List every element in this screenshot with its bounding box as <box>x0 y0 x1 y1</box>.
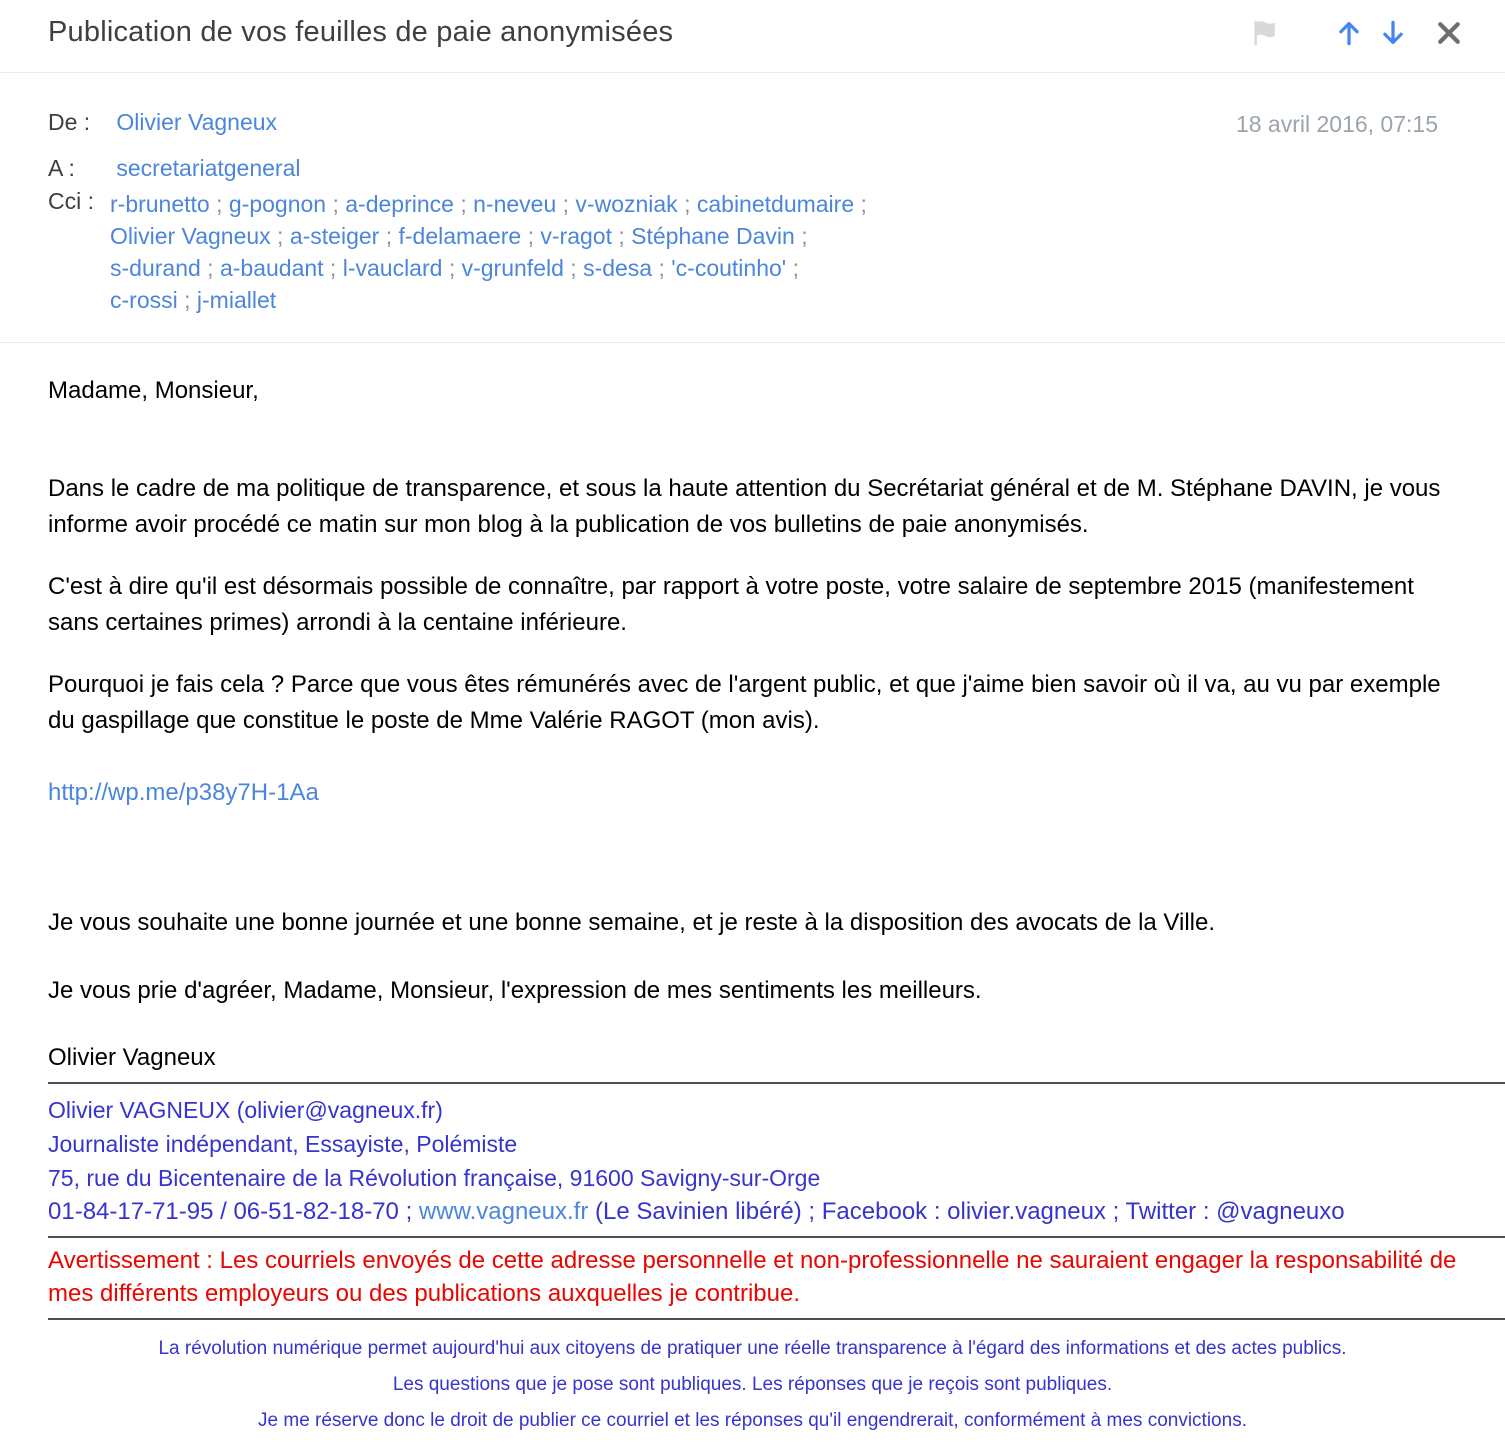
blog-link-line <box>48 775 1457 811</box>
body-paragraphs <box>48 471 1457 739</box>
cc-separator: ; <box>677 191 697 217</box>
cc-recipient-link[interactable]: s-durand <box>110 255 201 281</box>
cc-separator: ; <box>563 255 584 281</box>
cc-recipient-link[interactable]: n-neveu <box>473 191 557 217</box>
from-label: De : <box>48 109 91 135</box>
cc-label: Cci : <box>48 188 94 214</box>
cc-recipient-link[interactable]: a-steiger <box>289 223 380 249</box>
message-body <box>0 343 1505 1076</box>
message-meta <box>0 73 1505 343</box>
cc-recipient-link[interactable]: l-vauclard <box>342 255 443 281</box>
footer-line: La révolution numérique permet aujourd'hui aux citoyens de pratiquer une réelle transparence à l'égard des informations et des actes publics. <box>158 1338 1347 1359</box>
signature-identity: Olivier VAGNEUX (olivier@vagneux.fr) <box>48 1097 443 1123</box>
cc-recipient-link[interactable]: 'c-coutinho' <box>671 255 787 281</box>
cc-recipient-link[interactable]: Olivier Vagneux <box>110 223 271 249</box>
cc-recipient-link[interactable]: a-deprince <box>345 191 454 217</box>
cc-line <box>110 188 867 220</box>
cc-separator: ; <box>794 223 808 249</box>
cc-separator: ; <box>379 223 399 249</box>
cc-line <box>110 220 867 252</box>
footer-line: Je me réserve donc le droit de publier ce courriel et les réponses qu'il engendrerait, conformément à mes convictions. <box>258 1410 1247 1431</box>
signature-contact-line <box>48 1195 1457 1229</box>
cc-recipient-link[interactable]: v-wozniak <box>575 191 678 217</box>
blog-link[interactable]: http://wp.me/p38y7H-1Aa <box>48 779 319 806</box>
cc-separator: ; <box>611 223 632 249</box>
cc-recipient-link[interactable]: s-desa <box>583 255 653 281</box>
cc-separator: ; <box>453 191 474 217</box>
cc-recipient-link[interactable]: a-baudant <box>219 255 324 281</box>
cc-line <box>110 252 867 284</box>
cc-recipient-link[interactable]: v-ragot <box>540 223 612 249</box>
cc-separator: ; <box>652 255 672 281</box>
signature-address: 75, rue du Bicentenaire de la Révolution française, 91600 Savigny-sur-Orge <box>48 1165 821 1191</box>
to-recipient-link[interactable]: secretariatgeneral <box>116 155 301 181</box>
cc-recipient-link[interactable]: Stéphane Davin <box>631 223 795 249</box>
cc-separator: ; <box>442 255 462 281</box>
cc-separator: ; <box>323 255 343 281</box>
warning-text: Avertissement : Les courriels envoyés de cette adresse personnelle et non-professionnelle ne sauraient engager la responsabilité de mes différents employeurs ou des publications auxquelles je contribue. <box>48 1247 1457 1307</box>
cc-recipient-link[interactable]: f-delamaere <box>398 223 522 249</box>
cc-line <box>110 284 867 316</box>
cc-separator: ; <box>200 255 220 281</box>
cc-recipient-link[interactable]: cabinetdumaire <box>696 191 855 217</box>
cc-separator: ; <box>556 191 576 217</box>
from-sender-link[interactable]: Olivier Vagneux <box>116 109 278 135</box>
cc-separator: ; <box>177 287 197 313</box>
greeting: Madame, Monsieur, <box>48 377 259 404</box>
signature-block <box>0 1084 1505 1236</box>
to-label: A : <box>48 155 75 181</box>
email-subject: Publication de vos feuilles de paie anonymisées <box>48 16 674 48</box>
signature-job-title: Journaliste indépendant, Essayiste, Polémiste <box>48 1131 518 1157</box>
closing-paragraph: Je vous souhaite une bonne journée et une bonne semaine, et je reste à la disposition des avocats de la Ville. <box>48 909 1216 936</box>
flag-icon[interactable] <box>1250 18 1280 48</box>
website-link[interactable]: www.vagneux.fr <box>418 1198 589 1225</box>
cc-value <box>110 188 867 316</box>
body-paragraph: Dans le cadre de ma politique de transparence, et sous la haute attention du Secrétariat général et de M. Stéphane DAVIN, je vous informe avoir procédé ce matin sur mon blog à la publication de vos bulletins de paie anonymisés. <box>48 475 1441 538</box>
header-actions <box>1250 18 1464 48</box>
email-header-bar <box>0 0 1505 73</box>
closing-paragraph: Je vous prie d'agréer, Madame, Monsieur, l'expression de mes sentiments les meilleurs. <box>48 977 982 1004</box>
message-date: 18 avril 2016, 07:15 <box>1235 111 1438 137</box>
signoff-name: Olivier Vagneux <box>48 1044 216 1071</box>
signature-phones: 01-84-17-71-95 / 06-51-82-18-70 ; <box>48 1198 419 1225</box>
cc-recipient-link[interactable]: r-brunetto <box>110 191 210 217</box>
cc-separator: ; <box>209 191 229 217</box>
close-icon[interactable] <box>1434 18 1464 48</box>
previous-message-arrow-up-icon[interactable] <box>1334 18 1364 48</box>
cc-separator: ; <box>326 191 346 217</box>
cc-separator: ; <box>786 255 799 281</box>
cc-separator: ; <box>521 223 541 249</box>
footer-statements <box>0 1320 1505 1432</box>
cc-separator: ; <box>270 223 290 249</box>
cc-recipient-link[interactable]: c-rossi <box>110 287 178 313</box>
cc-recipient-link[interactable]: j-miallet <box>196 287 277 313</box>
cc-recipient-link[interactable]: v-grunfeld <box>461 255 564 281</box>
cc-separator: ; <box>854 191 867 217</box>
next-message-arrow-down-icon[interactable] <box>1378 18 1408 48</box>
footer-line: Les questions que je pose sont publiques. Les réponses que je reçois sont publiques. <box>392 1374 1113 1395</box>
cc-recipient-link[interactable]: g-pognon <box>228 191 327 217</box>
body-paragraph: Pourquoi je fais cela ? Parce que vous êtes rémunérés avec de l'argent public, et que j'aime bien savoir où il va, au vu par exemple du gaspillage que constitue le poste de Mme Valérie RAGOT (mon avis). <box>48 671 1441 734</box>
body-paragraph: C'est à dire qu'il est désormais possible de connaître, par rapport à votre poste, votre salaire de septembre 2015 (manifestement sans certaines primes) arrondi à la centaine inférieure. <box>48 573 1414 636</box>
cc-row <box>48 188 1457 316</box>
signature-socials: (Le Savinien libéré) ; Facebook : olivier.vagneux ; Twitter : @vagneuxo <box>588 1198 1345 1225</box>
to-row <box>48 155 1457 182</box>
